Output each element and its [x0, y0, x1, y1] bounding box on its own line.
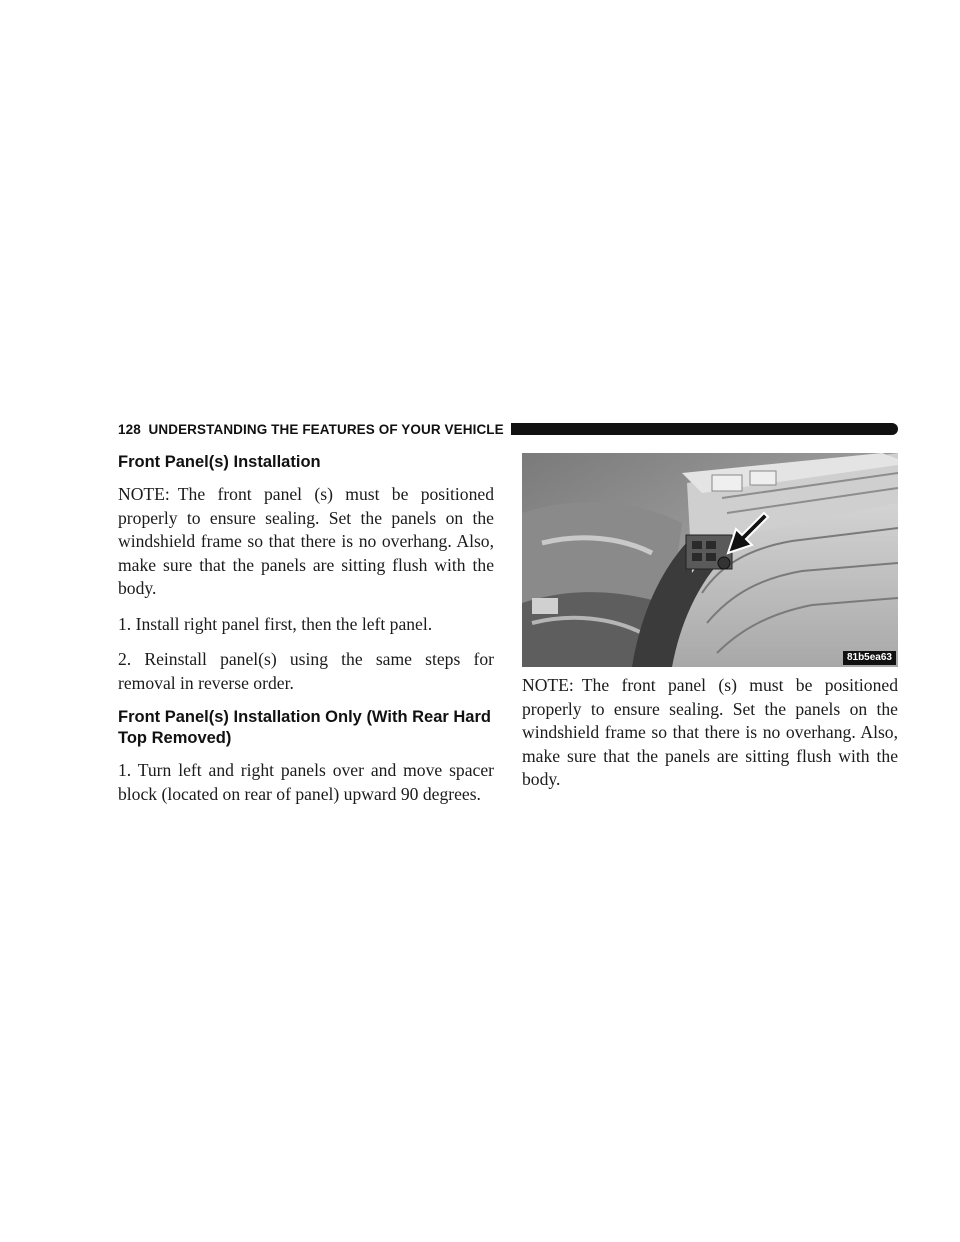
figure-code: 81b5ea63 [843, 651, 896, 665]
right-column [522, 674, 898, 804]
section-title: UNDERSTANDING THE FEATURES OF YOUR VEHICLE [148, 421, 504, 437]
page-number-and-section [118, 422, 504, 437]
figure-panel-spacer-block [522, 453, 898, 667]
note-text: The front panel (s) must be positioned properly to ensure sealing. Set the panels on the windshield frame so that there is no overhang. Also, make sure that the panels are sitting flush with the body. [118, 484, 494, 598]
step-turn-panels: 1. Turn left and right panels over and move spacer block (located on rear of panel) upward 90 degrees. [118, 760, 494, 804]
step-reinstall-panels: 2. Reinstall panel(s) using the same steps for removal in reverse order. [118, 649, 494, 693]
figure-illustration [522, 453, 898, 667]
section-heading-installation: Front Panel(s) Installation [118, 453, 321, 471]
note-paragraph [118, 483, 494, 601]
page-header [118, 419, 898, 439]
header-rule [511, 423, 898, 435]
note-label: NOTE: [118, 484, 170, 504]
left-column [118, 452, 494, 818]
note-paragraph-repeat [522, 674, 898, 792]
spacer-block [686, 535, 732, 569]
section-heading-installation-only: Front Panel(s) Installation Only (With Rear Hard Top Removed) [118, 708, 491, 747]
note-label: NOTE: [522, 675, 574, 695]
page-number: 128 [118, 421, 141, 437]
step-install-right-panel: 1. Install right panel first, then the left panel. [118, 613, 433, 634]
note-text: The front panel (s) must be positioned properly to ensure sealing. Set the panels on the windshield frame so that there is no overhang. Also, make sure that the panels are sitting flush with the body. [522, 675, 898, 789]
